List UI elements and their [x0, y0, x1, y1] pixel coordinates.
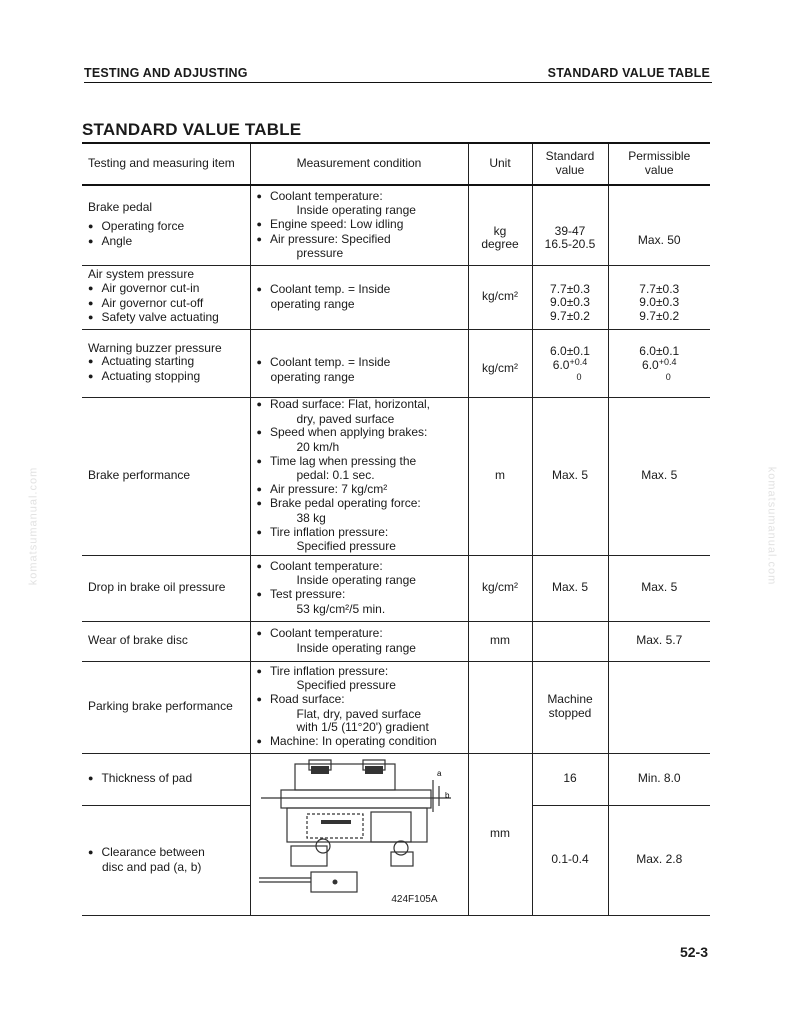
header-page-topic: STANDARD VALUE TABLE [547, 66, 710, 80]
permissible-cell: 6.0±0.1 $6.0^{+0.4}$ 0 [608, 329, 710, 397]
table-row [82, 753, 710, 805]
standard-cell: 16 [532, 753, 608, 805]
table-row [82, 397, 710, 555]
label-b: b [444, 791, 449, 800]
condition-cell: ● Coolant temp. = Inside operating range [250, 329, 468, 397]
standard-cell: Machine stopped [532, 661, 608, 753]
item-cell: ● Thickness of pad [82, 753, 250, 805]
permissible-cell: Max. 2.8 [608, 805, 710, 915]
table-row [82, 185, 710, 265]
permissible-cell: 7.7±0.3 9.0±0.3 9.7±0.2 [608, 265, 710, 329]
unit-cell: mm [468, 753, 532, 915]
table-row [82, 265, 710, 329]
item-cell: Brake performance [82, 397, 250, 555]
standard-value-table [82, 142, 710, 916]
condition-cell: ● Road surface: Flat, horizontal, dry, paved surface ● Speed when applying brakes: 20 km/h ● Time lag when pressing the pedal: 0.1 sec. ● Air pressure: 7 kg/cm² ● Brake pedal operating force: 38 kg ● Tire inflation pressure: Specified pressure [250, 397, 468, 555]
standard-cell: 0.1-0.4 [532, 805, 608, 915]
header-rule [84, 82, 712, 83]
condition-cell: ● Tire inflation pressure: Specified pressure ● Road surface: Flat, dry, paved surface with 1/5 (11°20') gradient ● Machine: In operating condition [250, 661, 468, 753]
condition-cell: ● Coolant temperature: Inside operating range [250, 621, 468, 661]
unit-cell [468, 661, 532, 753]
standard-cell [532, 621, 608, 661]
table-row [82, 329, 710, 397]
permissible-cell: Max. 5 [608, 555, 710, 621]
permissible-cell: Max. 50 [608, 185, 710, 265]
header-section-title: TESTING AND ADJUSTING [84, 66, 248, 80]
item-cell: Parking brake performance [82, 661, 250, 753]
permissible-cell: Max. 5 [608, 397, 710, 555]
item-cell: ● Clearance between disc and pad (a, b) [82, 805, 250, 915]
col-header-unit: Unit [468, 143, 532, 185]
standard-cell: 7.7±0.3 9.0±0.3 9.7±0.2 [532, 265, 608, 329]
item-cell: Warning buzzer pressure ● Actuating starting ● Actuating stopping [82, 329, 250, 397]
condition-cell: ● Coolant temp. = Inside operating range [250, 265, 468, 329]
permissible-cell: Min. 8.0 [608, 753, 710, 805]
item-cell: Drop in brake oil pressure [82, 555, 250, 621]
unit-cell: kg/cm² [468, 555, 532, 621]
item-cell: Wear of brake disc [82, 621, 250, 661]
col-header-permissible: Permissible value [608, 143, 710, 185]
unit-cell: m [468, 397, 532, 555]
standard-cell: 6.0±0.1 $6.0^{+0.4}$ 0 [532, 329, 608, 397]
standard-cell: Max. 5 [532, 555, 608, 621]
watermark-left: komatsumanual.com [27, 466, 40, 586]
standard-cell: Max. 5 [532, 397, 608, 555]
brake-caliper-figure-cell [250, 753, 468, 915]
permissible-cell: Max. 5.7 [608, 621, 710, 661]
unit-cell: kg/cm² [468, 329, 532, 397]
page-number: 52-3 [679, 944, 708, 960]
col-header-standard: Standard value [532, 143, 608, 185]
unit-cell: kg degree [468, 185, 532, 265]
figure-label: 424F105A [391, 893, 438, 905]
unit-cell: kg/cm² [468, 265, 532, 329]
standard-cell: 39-47 16.5-20.5 [532, 185, 608, 265]
table-row [82, 621, 710, 661]
page-title: STANDARD VALUE TABLE [82, 120, 302, 139]
col-header-item: Testing and measuring item [82, 143, 250, 185]
condition-cell: ● Coolant temperature: Inside operating range ● Test pressure: 53 kg/cm²/5 min. [250, 555, 468, 621]
unit-cell: mm [468, 621, 532, 661]
item-cell: Brake pedal ● Operating force ● Angle [82, 185, 250, 265]
brake-caliper-diagram [251, 754, 467, 914]
watermark-right: komatsumanual.com [765, 466, 778, 586]
item-cell: Air system pressure ● Air governor cut-in ● Air governor cut-off ● Safety valve actuating [82, 265, 250, 329]
col-header-condition: Measurement condition [250, 143, 468, 185]
table-row [82, 555, 710, 621]
table-row [82, 661, 710, 753]
condition-cell: ● Coolant temperature: Inside operating range ● Engine speed: Low idling ● Air pressure: Specified pressure [250, 185, 468, 265]
label-a: a [436, 769, 441, 778]
permissible-cell [608, 661, 710, 753]
